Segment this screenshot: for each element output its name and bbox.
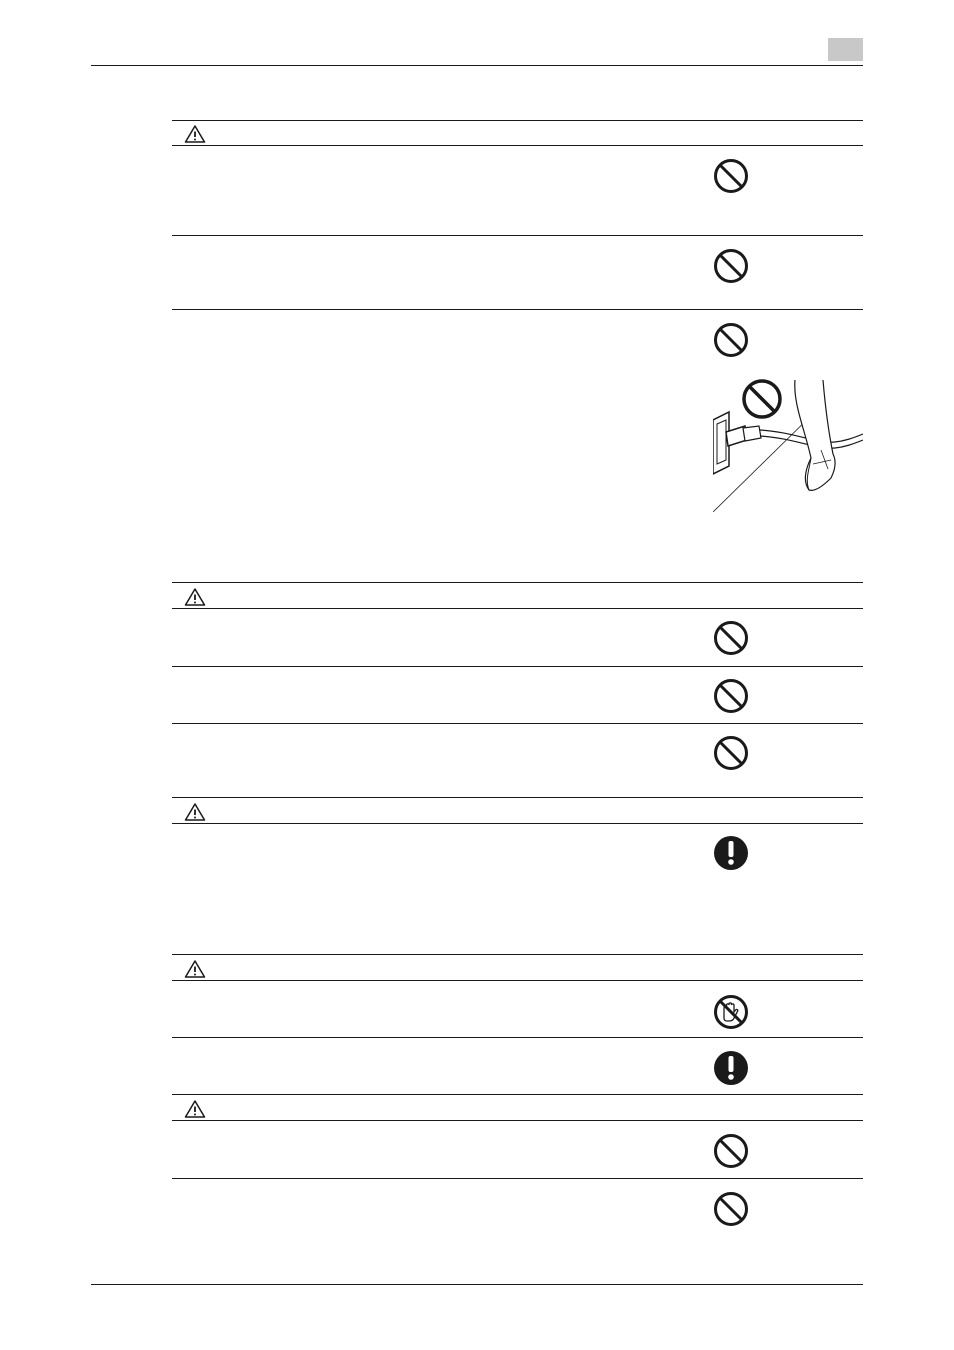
header-rule: [91, 65, 863, 66]
prohibition-icon: [713, 322, 749, 358]
section-top-rule: [172, 120, 863, 121]
warning-triangle-icon: [184, 959, 206, 979]
prohibition-icon: [713, 735, 749, 771]
row-divider: [172, 1178, 863, 1179]
prohibition-icon: [713, 678, 749, 714]
section-header-rule: [172, 1120, 863, 1121]
prohibition-icon: [713, 620, 749, 656]
warning-triangle-icon: [184, 1099, 206, 1119]
warning-triangle-icon: [184, 124, 206, 144]
row-divider: [172, 723, 863, 724]
prohibition-icon: [744, 381, 780, 417]
prohibition-icon: [713, 1191, 749, 1227]
section-top-rule: [172, 582, 863, 583]
prohibition-icon: [713, 158, 749, 194]
section-header-rule: [172, 980, 863, 981]
section-header-rule: [172, 608, 863, 609]
section-top-rule: [172, 1094, 863, 1095]
row-divider: [172, 309, 863, 310]
section-top-rule: [172, 954, 863, 955]
section-header-rule: [172, 145, 863, 146]
footer-rule: [91, 1284, 863, 1285]
mandatory-action-icon: [713, 835, 749, 871]
warning-triangle-icon: [184, 587, 206, 607]
prohibition-icon: [713, 248, 749, 284]
wall-outlet-icon: [713, 412, 729, 474]
row-divider: [172, 235, 863, 236]
warning-triangle-icon: [184, 802, 206, 822]
mandatory-action-icon: [713, 1050, 749, 1086]
prohibition-icon: [713, 1133, 749, 1169]
tripping-over-power-cord-illustration: [713, 374, 863, 512]
power-plug-icon: [726, 426, 761, 446]
section-header-rule: [172, 823, 863, 824]
page-number-tab: [828, 38, 863, 61]
row-divider: [172, 1037, 863, 1038]
section-top-rule: [172, 797, 863, 798]
row-divider: [172, 666, 863, 667]
foot-icon: [795, 380, 835, 490]
do-not-touch-icon: [713, 994, 749, 1030]
